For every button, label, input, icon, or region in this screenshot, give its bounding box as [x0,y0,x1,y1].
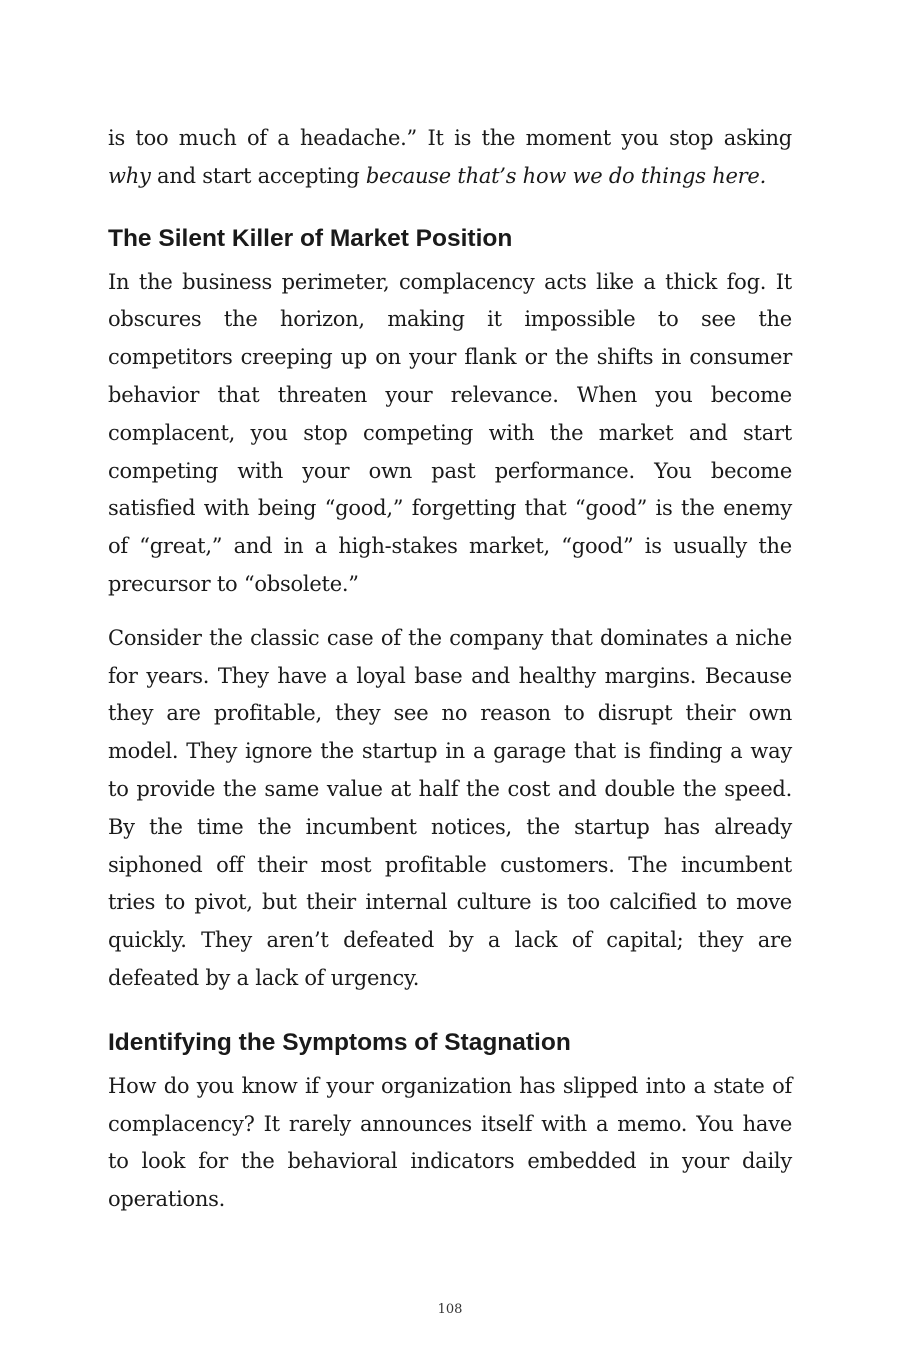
paragraph-symptoms: How do you know if your organization has slipped into a state of complacency? It rarely announces itself with a memo. You have to look for the behavioral indicators embedded in your daily operations. [108,1073,792,1212]
section-heading-market-position: The Silent Killer of Market Position [108,224,513,252]
page-number: 108 [437,1302,463,1317]
paragraph-classic-case: Consider the classic case of the company that dominates a niche for years. They have a loyal base and healthy margins. Because they are profitable, they see no reason to disrupt their own model. They ignore the startup in a garage that is finding a way to provide the same value at half the cost and double the speed. By the time the incumbent notices, the startup has already siphoned off their most profitable customers. The incumbent tries to pivot, but their internal culture is too calcified to move quickly. They aren’t defeated by a lack of capital; they are defeated by a lack of urgency. [108,625,792,990]
text-run: is too much of a headache.” It is the moment you stop asking [108,126,792,150]
section-heading-stagnation: Identifying the Symptoms of Stagnation [108,1028,571,1056]
italic-why: why [108,163,151,188]
continued-paragraph [108,120,792,196]
page-body [108,120,792,1219]
paragraph-fog: In the business perimeter, complacency acts like a thick fog. It obscures the horizon, making it impossible to see the competitors creeping up on your flank or the shifts in consumer behavior that threaten your relevance. When you become complacent, you stop competing with the market and start competing with your own past performance. You become satisfied with being “good,” forgetting that “good” is the enemy of “great,” and in a high-stakes market, “good” is usually the precursor to “obsolete.” [108,269,792,596]
text-run: and start accepting [150,163,366,188]
italic-phrase: because that’s how we do things here. [365,163,767,188]
